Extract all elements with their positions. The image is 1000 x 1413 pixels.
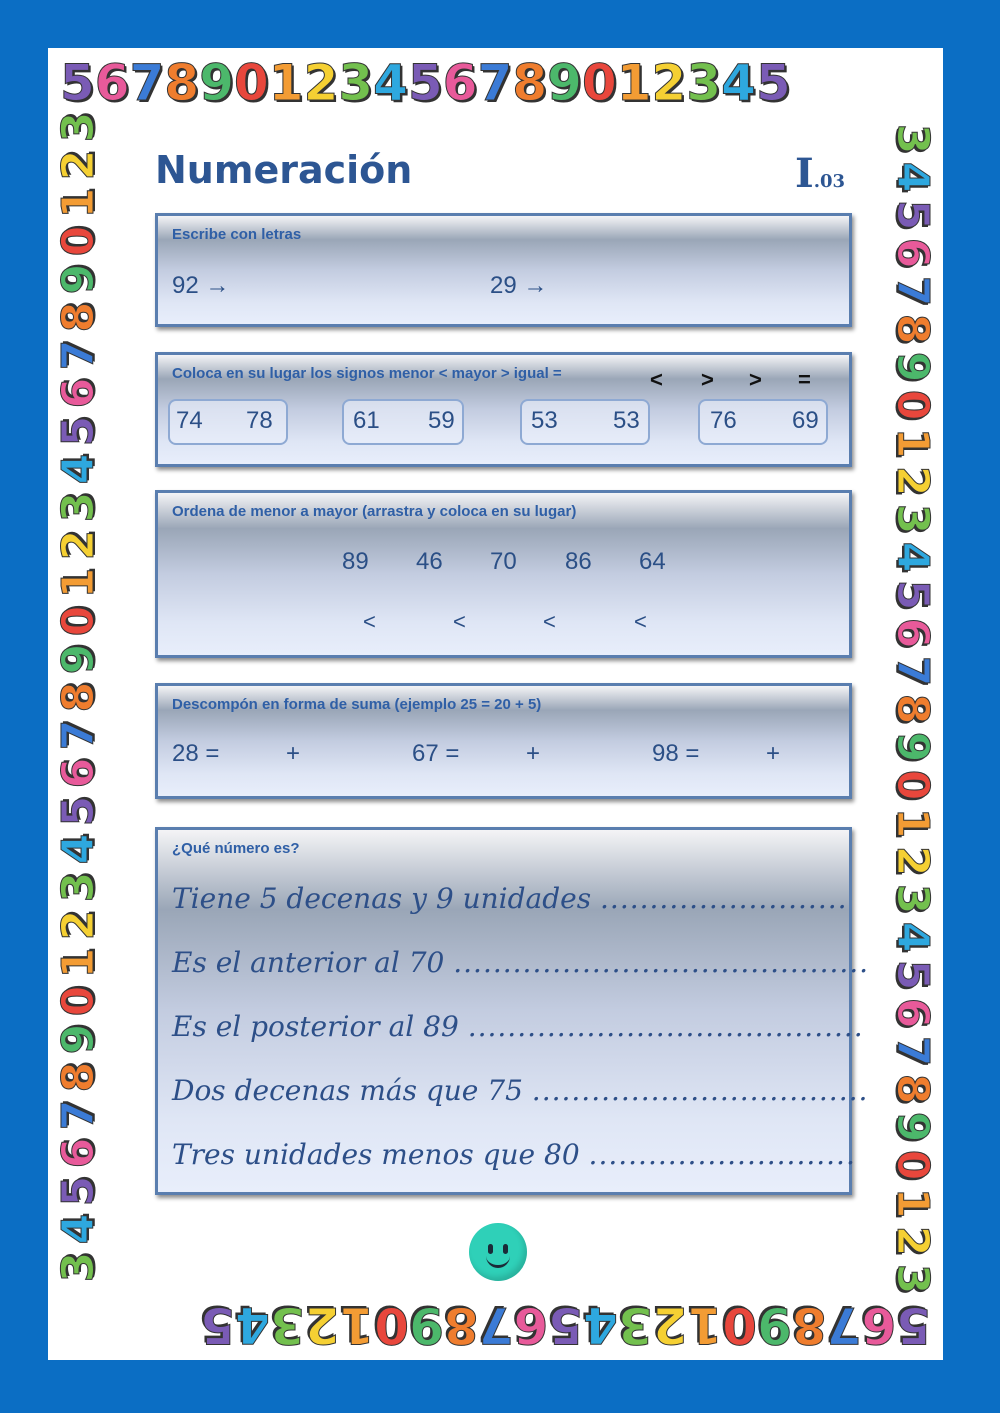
border-digit: 0 <box>53 985 104 1017</box>
border-digit: 5 <box>896 1296 931 1354</box>
border-digit: 1 <box>616 54 652 112</box>
border-digit: 3 <box>887 1263 938 1295</box>
border-digit: 2 <box>53 149 104 181</box>
border-digit: 2 <box>303 54 339 112</box>
border-digit: 1 <box>53 947 104 979</box>
left-number: 53 <box>531 407 558 434</box>
question-line <box>172 882 848 915</box>
question-line <box>172 1010 864 1043</box>
section-label: Escribe con letras <box>172 226 302 243</box>
compare-box-4[interactable] <box>698 399 828 445</box>
draggable-number[interactable]: 86 <box>565 548 592 575</box>
right-number: 53 <box>613 407 640 434</box>
decompose-98: 98 = <box>652 740 700 767</box>
border-digit: 0 <box>581 54 617 112</box>
answer-blank[interactable]: ........................... <box>588 1138 856 1171</box>
border-digit: 4 <box>53 1213 104 1245</box>
border-digit: 9 <box>887 351 938 383</box>
border-digit: 1 <box>887 427 938 459</box>
section-which-number <box>155 827 870 1195</box>
border-digit: 3 <box>887 503 938 535</box>
left-number: 61 <box>353 407 380 434</box>
section-decompose-sum <box>155 683 852 799</box>
draggable-number[interactable]: 64 <box>639 548 666 575</box>
question-text: Tiene 5 decenas y 9 unidades <box>172 882 592 915</box>
check-answers-smiley-icon[interactable] <box>469 1223 527 1281</box>
border-digit: 2 <box>304 1296 340 1354</box>
draggable-symbol[interactable]: > <box>749 367 762 392</box>
draggable-number[interactable]: 46 <box>416 548 443 575</box>
border-digit: 1 <box>53 187 104 219</box>
decompose-67: 67 = <box>412 740 460 767</box>
border-digit: 6 <box>53 757 104 789</box>
right-number: 59 <box>428 407 455 434</box>
border-digit: 6 <box>442 54 478 112</box>
question-line <box>172 946 869 979</box>
border-digit: 6 <box>861 1296 897 1354</box>
decompose-28: 28 = <box>172 740 220 767</box>
border-digit: 7 <box>53 339 104 371</box>
border-digit: 8 <box>53 301 104 333</box>
border-digit: 7 <box>887 275 938 307</box>
border-digit: 1 <box>339 1296 375 1354</box>
border-digit: 4 <box>887 161 938 193</box>
number-border-left <box>48 108 110 1298</box>
border-digit: 8 <box>53 1061 104 1093</box>
smiley-mouth <box>486 1253 510 1268</box>
section-label: Ordena de menor a mayor (arrastra y coloca en su lugar) <box>172 503 577 520</box>
border-digit: 2 <box>53 909 104 941</box>
border-digit: 7 <box>887 655 938 687</box>
border-digit: 3 <box>269 1296 305 1354</box>
border-digit: 5 <box>548 1296 584 1354</box>
border-digit: 3 <box>887 883 938 915</box>
draggable-number[interactable]: 70 <box>490 548 517 575</box>
border-digit: 2 <box>887 845 938 877</box>
section-compare-signs <box>155 352 852 467</box>
section-order-numbers <box>155 490 852 658</box>
border-digit: 5 <box>407 54 443 112</box>
border-digit: 0 <box>887 389 938 421</box>
border-digit: 0 <box>887 1149 938 1181</box>
border-digit: 3 <box>686 54 722 112</box>
border-digit: 5 <box>53 415 104 447</box>
border-digit: 9 <box>53 263 104 295</box>
border-digit: 7 <box>887 1035 938 1067</box>
draggable-number[interactable]: 89 <box>342 548 369 575</box>
border-digit: 8 <box>887 693 938 725</box>
draggable-symbol[interactable]: = <box>798 367 811 392</box>
prompt-29: 29 → <box>490 272 548 299</box>
border-digit: 5 <box>60 54 95 112</box>
border-digit: 2 <box>652 1296 688 1354</box>
answer-blank[interactable]: ........................................ <box>467 1010 864 1043</box>
compare-box-3[interactable] <box>520 399 650 445</box>
sheet-code-main: I <box>795 150 814 197</box>
border-digit: 5 <box>887 959 938 991</box>
number-border-right <box>881 108 943 1298</box>
compare-box-1[interactable] <box>168 399 288 445</box>
border-digit: 0 <box>887 769 938 801</box>
answer-blank[interactable]: .......................................... <box>453 946 870 979</box>
border-digit: 8 <box>887 313 938 345</box>
less-than-sign: < <box>363 609 376 634</box>
border-digit: 5 <box>53 795 104 827</box>
border-digit: 4 <box>53 453 104 485</box>
border-digit: 4 <box>887 921 938 953</box>
question-text: Es el anterior al 70 <box>172 946 445 979</box>
border-digit: 1 <box>687 1296 723 1354</box>
border-digit: 6 <box>887 237 938 269</box>
border-digit: 3 <box>53 1251 104 1283</box>
border-digit: 9 <box>887 1111 938 1143</box>
compare-box-2[interactable] <box>342 399 464 445</box>
question-text: Tres unidades menos que 80 <box>172 1138 580 1171</box>
border-digit: 7 <box>53 1099 104 1131</box>
border-digit: 3 <box>887 123 938 155</box>
border-digit: 2 <box>887 1225 938 1257</box>
border-digit: 1 <box>53 567 104 599</box>
draggable-symbol[interactable]: > <box>701 367 714 392</box>
border-digit: 1 <box>887 1187 938 1219</box>
border-digit: 9 <box>757 1296 792 1354</box>
question-line <box>172 1074 868 1107</box>
border-digit: 3 <box>338 54 374 112</box>
border-digit: 8 <box>791 1296 827 1354</box>
border-digit: 9 <box>409 1296 444 1354</box>
border-digit: 4 <box>53 833 104 865</box>
border-digit: 9 <box>53 1023 104 1055</box>
sheet-code-sub: .03 <box>813 171 846 192</box>
border-digit: 7 <box>478 1296 514 1354</box>
answer-blank[interactable]: ......................... <box>600 882 848 915</box>
left-number: 74 <box>176 407 203 434</box>
border-digit: 3 <box>617 1296 653 1354</box>
section-label: ¿Qué número es? <box>172 840 300 857</box>
border-digit: 2 <box>53 529 104 561</box>
border-digit: 3 <box>53 491 104 523</box>
border-digit: 9 <box>547 54 582 112</box>
border-digit: 0 <box>233 54 269 112</box>
question-text: Es el posterior al 89 <box>172 1010 459 1043</box>
sheet-code <box>795 150 845 197</box>
plus-sign: + <box>526 740 541 767</box>
border-digit: 6 <box>94 54 130 112</box>
border-digit: 3 <box>53 111 104 143</box>
border-digit: 2 <box>887 465 938 497</box>
border-digit: 6 <box>53 377 104 409</box>
border-digit: 4 <box>583 1296 618 1354</box>
plus-sign: + <box>766 740 781 767</box>
number-border-top <box>48 48 943 118</box>
page-title: Numeración <box>155 148 413 192</box>
border-digit: 4 <box>373 54 408 112</box>
border-digit: 9 <box>887 731 938 763</box>
less-than-sign: < <box>543 609 556 634</box>
border-digit: 0 <box>374 1296 410 1354</box>
plus-sign: + <box>286 740 301 767</box>
right-number: 69 <box>792 407 819 434</box>
less-than-sign: < <box>634 609 647 634</box>
border-digit: 8 <box>443 1296 479 1354</box>
right-number: 78 <box>246 407 273 434</box>
border-digit: 5 <box>887 199 938 231</box>
border-digit: 5 <box>755 54 791 112</box>
border-digit: 7 <box>53 719 104 751</box>
answer-blank[interactable]: .................................. <box>531 1074 869 1107</box>
border-digit: 4 <box>721 54 756 112</box>
border-digit: 8 <box>164 54 200 112</box>
less-than-sign: < <box>453 609 466 634</box>
border-digit: 9 <box>199 54 234 112</box>
section-write-in-words <box>155 213 852 327</box>
border-digit: 5 <box>200 1296 236 1354</box>
section-label: Descompón en forma de suma (ejemplo 25 = 20 + 5) <box>172 696 542 713</box>
border-digit: 8 <box>53 681 104 713</box>
section-label: Coloca en su lugar los signos menor < mayor > igual = <box>172 365 562 382</box>
question-line <box>172 1138 856 1171</box>
border-digit: 7 <box>477 54 513 112</box>
border-digit: 1 <box>887 807 938 839</box>
border-digit: 8 <box>887 1073 938 1105</box>
border-digit: 5 <box>887 579 938 611</box>
border-digit: 6 <box>887 617 938 649</box>
border-digit: 4 <box>887 541 938 573</box>
border-digit: 6 <box>513 1296 549 1354</box>
border-digit: 0 <box>722 1296 758 1354</box>
border-digit: 2 <box>651 54 687 112</box>
border-digit: 1 <box>268 54 304 112</box>
border-digit: 7 <box>129 54 165 112</box>
border-digit: 4 <box>235 1296 270 1354</box>
border-digit: 5 <box>53 1175 104 1207</box>
draggable-symbol[interactable]: < <box>650 367 663 392</box>
border-digit: 7 <box>826 1296 862 1354</box>
border-digit: 0 <box>53 605 104 637</box>
question-text: Dos decenas más que 75 <box>172 1074 523 1107</box>
number-border-bottom <box>48 1290 943 1360</box>
border-digit: 8 <box>512 54 548 112</box>
border-digit: 6 <box>53 1137 104 1169</box>
left-number: 76 <box>710 407 737 434</box>
border-digit: 3 <box>53 871 104 903</box>
border-digit: 9 <box>53 643 104 675</box>
prompt-92: 92 → <box>172 272 230 299</box>
border-digit: 6 <box>887 997 938 1029</box>
border-digit: 0 <box>53 225 104 257</box>
